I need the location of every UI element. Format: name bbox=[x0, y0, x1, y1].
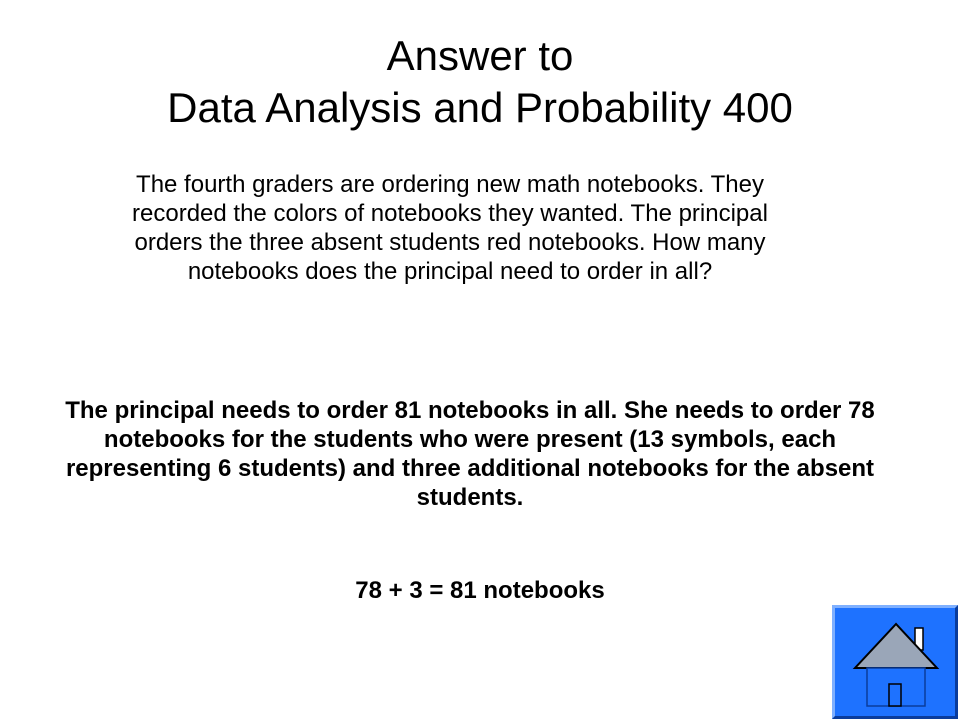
title-line-1: Answer to bbox=[386, 32, 574, 79]
home-icon bbox=[849, 620, 943, 708]
equation-text: 78 + 3 = 81 notebooks bbox=[355, 577, 605, 604]
slide-title bbox=[0, 30, 960, 134]
home-button[interactable] bbox=[832, 605, 958, 719]
title-line-2: Data Analysis and Probability 400 bbox=[167, 84, 793, 131]
answer-text: The principal needs to order 81 notebooks in all. She needs to order 78 notebooks for the students who were present (13 symbols, each representing 6 students) and three additional notebooks for the absent students. bbox=[65, 397, 875, 511]
question-text: The fourth graders are ordering new math notebooks. They recorded the colors of notebooks they wanted. The principal orders the three absent students red notebooks. How many notebooks does the principal need to order in all? bbox=[132, 171, 768, 285]
